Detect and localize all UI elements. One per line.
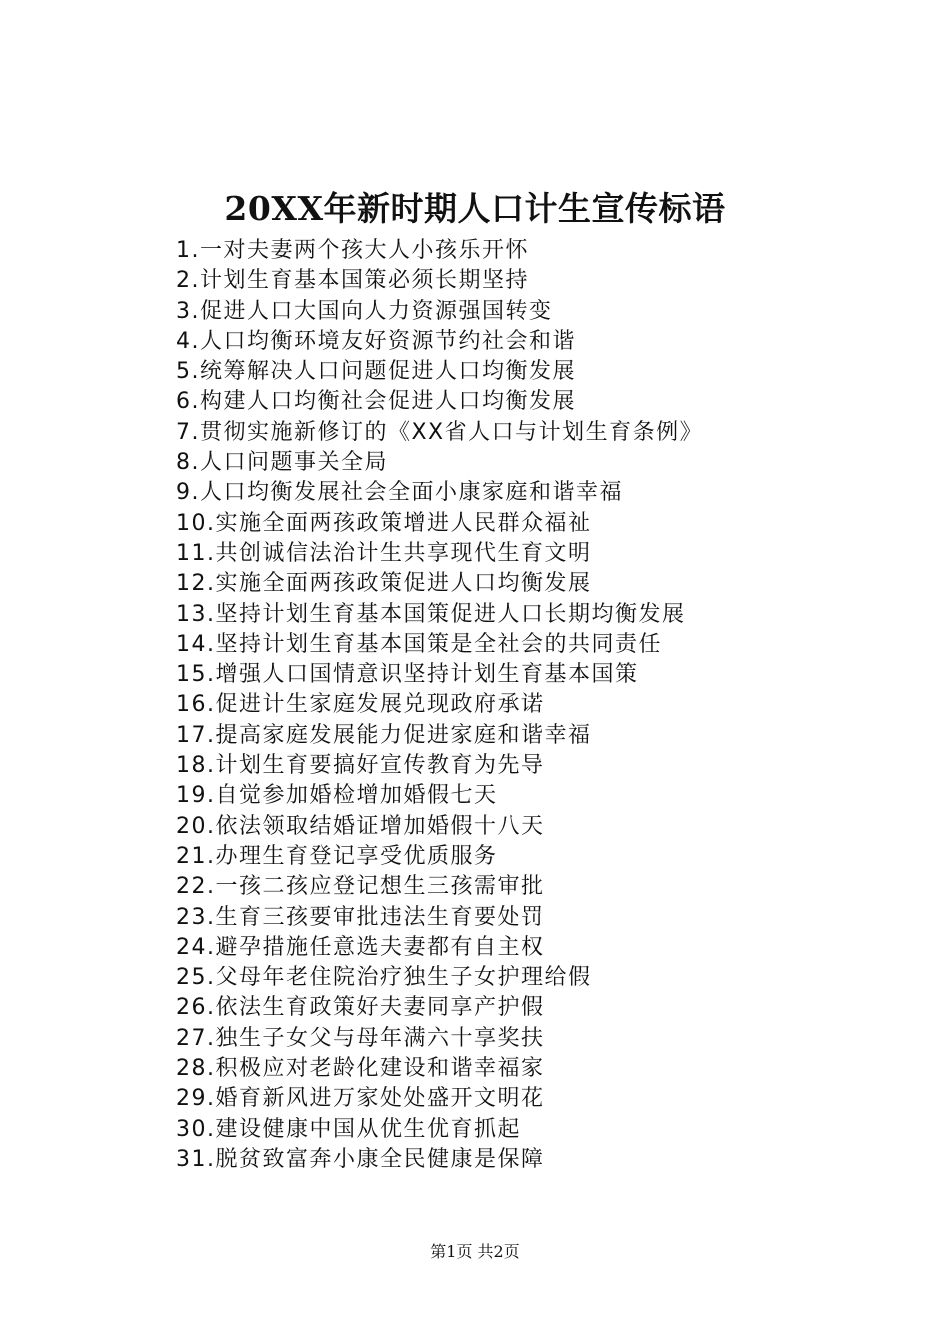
slogan-item: 28.积极应对老龄化建设和谐幸福家: [176, 1056, 545, 1082]
slogan-item: 31.脱贫致富奔小康全民健康是保障: [176, 1146, 545, 1172]
slogan-item: 29.婚育新风进万家处处盛开文明花: [176, 1086, 545, 1112]
slogan-item: 18.计划生育要搞好宣传教育为先导: [176, 753, 545, 779]
slogan-item: 16.促进计生家庭发展兑现政府承诺: [176, 692, 545, 718]
slogan-item: 10.实施全面两孩政策增进人民群众福祉: [176, 510, 592, 536]
slogan-item: 19.自觉参加婚检增加婚假七天: [176, 783, 498, 809]
slogan-item: 7.贯彻实施新修订的《XX省人口与计划生育条例》: [176, 419, 704, 445]
slogan-item: 27.独生子女父与母年满六十享奖扶: [176, 1025, 545, 1051]
slogan-item: 4.人口均衡环境友好资源节约社会和谐: [176, 328, 576, 354]
slogan-list: [176, 236, 876, 1175]
slogan-item: 20.依法领取结婚证增加婚假十八天: [176, 813, 545, 839]
slogan-item: 6.构建人口均衡社会促进人口均衡发展: [176, 389, 576, 415]
slogan-item: 2.计划生育基本国策必须长期坚持: [176, 268, 529, 294]
slogan-item: 26.依法生育政策好夫妻同享产护假: [176, 995, 545, 1021]
slogan-item: 1.一对夫妻两个孩大人小孩乐开怀: [176, 238, 529, 263]
slogan-item: 25.父母年老住院治疗独生子女护理给假: [176, 965, 592, 991]
slogan-item: 23.生育三孩要审批违法生育要处罚: [176, 904, 545, 930]
slogan-item: 22.一孩二孩应登记想生三孩需审批: [176, 874, 545, 900]
slogan-item: 24.避孕措施任意选夫妻都有自主权: [176, 934, 545, 960]
slogan-item: 12.实施全面两孩政策促进人口均衡发展: [176, 571, 592, 597]
slogan-item: 30.建设健康中国从优生优育抓起: [176, 1116, 521, 1142]
slogan-item: 9.人口均衡发展社会全面小康家庭和谐幸福: [176, 480, 623, 506]
page-footer: 第1页 共2页: [430, 1242, 520, 1261]
slogan-item: 3.促进人口大国向人力资源强国转变: [176, 298, 553, 324]
slogan-item: 21.办理生育登记享受优质服务: [176, 843, 498, 869]
slogan-item: 11.共创诚信法治计生共享现代生育文明: [176, 540, 592, 566]
slogan-item: 17.提高家庭发展能力促进家庭和谐幸福: [176, 722, 592, 748]
slogan-item: 15.增强人口国情意识坚持计划生育基本国策: [176, 662, 639, 688]
document-title: 20XX年新时期人口计生宣传标语: [224, 189, 726, 228]
slogan-item: 13.坚持计划生育基本国策促进人口长期均衡发展: [176, 601, 686, 627]
slogan-item: 8.人口问题事关全局: [176, 450, 388, 476]
slogan-item: 5.统筹解决人口问题促进人口均衡发展: [176, 359, 576, 385]
slogan-item: 14.坚持计划生育基本国策是全社会的共同责任: [176, 631, 662, 657]
